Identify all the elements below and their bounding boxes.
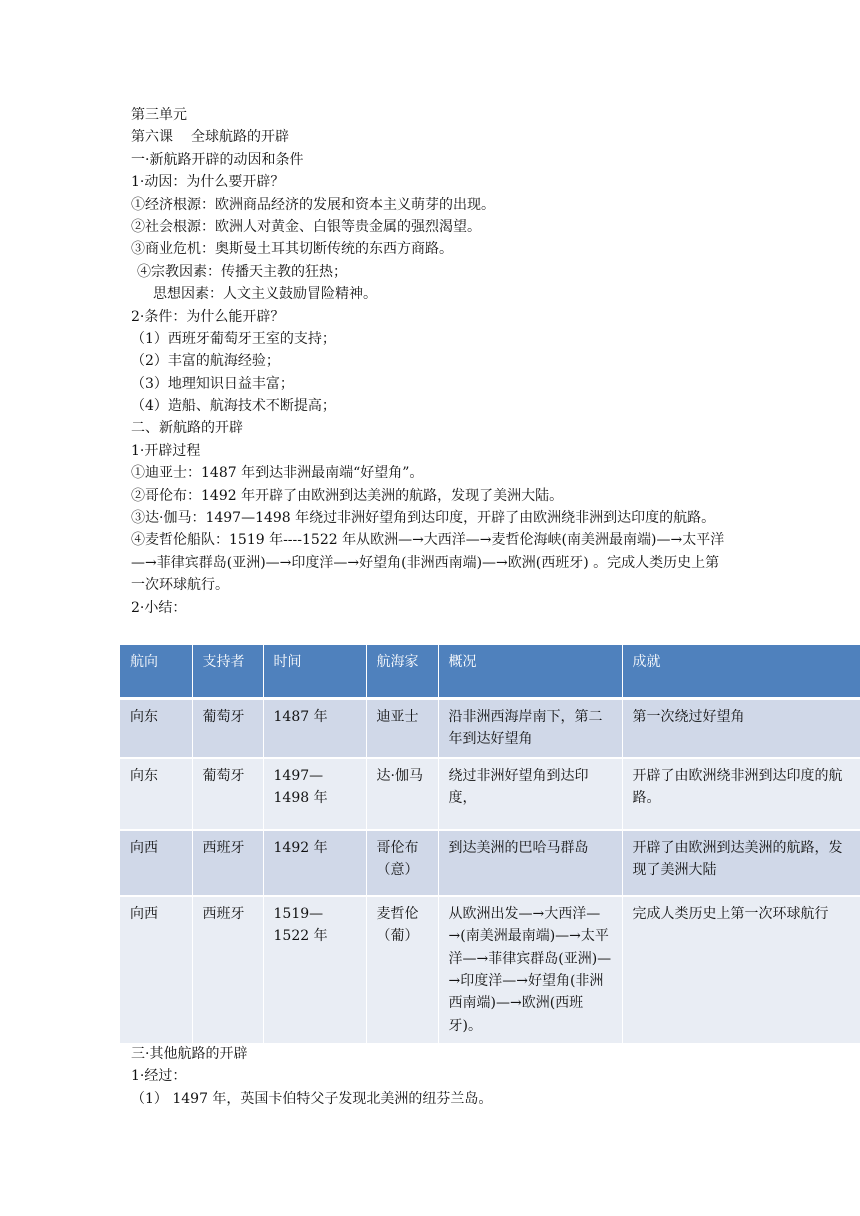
lesson-number: 第六课 — [131, 129, 173, 146]
table-cell: 麦哲伦（葡） — [366, 896, 438, 1044]
table-cell: 到达美洲的巴哈马群岛 — [438, 830, 622, 896]
list-item: （1） 1497 年，英国卡伯特父子发现北美洲的纽芬兰岛。 — [131, 1090, 493, 1107]
table-row — [120, 699, 860, 758]
list-item: （3）地理知识日益丰富； — [131, 375, 294, 392]
document-continuation — [131, 1043, 860, 1110]
table-cell: 向西 — [120, 830, 192, 896]
subheading: 1·开辟过程 — [131, 442, 201, 459]
subheading: 1·动因：为什么要开辟？ — [131, 174, 285, 191]
subheading: 2·小结： — [131, 599, 187, 616]
header-supporter: 支持者 — [192, 645, 263, 699]
table-cell: 1492 年 — [263, 830, 366, 896]
table-cell: 西班牙 — [192, 830, 263, 896]
unit-title: 第三单元 — [131, 107, 187, 123]
subheading: 1·经过： — [131, 1068, 187, 1085]
table-cell: 达·伽马 — [366, 758, 438, 830]
paragraph: ①迪亚士：1487 年到达非洲最南端“好望角”。 — [131, 465, 424, 482]
header-achievement: 成就 — [622, 645, 860, 699]
table-cell: 向西 — [120, 896, 192, 1044]
table-cell: 西班牙 — [192, 896, 263, 1044]
table-cell: 1519—1522 年 — [263, 896, 366, 1044]
table-cell: 1497—1498 年 — [263, 758, 366, 830]
table-cell: 完成人类历史上第一次环球航行 — [622, 896, 860, 1044]
table-cell: 向东 — [120, 699, 192, 758]
paragraph: ③达·伽马：1497—1498 年绕过非洲好望角到达印度，开辟了由欧洲绕非洲到达印度的航路。 — [131, 510, 716, 527]
table-header-row — [120, 645, 860, 699]
list-item: （1）西班牙葡萄牙王室的支持； — [131, 330, 336, 347]
list-item: （4）造船、航海技术不断提高； — [131, 398, 336, 415]
lesson-title — [131, 126, 860, 148]
table-cell: 第一次绕过好望角 — [622, 699, 860, 758]
table-cell: 开辟了由欧洲到达美洲的航路，发现了美洲大陆 — [622, 830, 860, 896]
table-cell: 开辟了由欧洲绕非洲到达印度的航路。 — [622, 758, 860, 830]
summary-table — [120, 645, 860, 1045]
table-cell: 1487 年 — [263, 699, 366, 758]
table-row — [120, 896, 860, 1044]
subheading: 2·条件：为什么能开辟？ — [131, 308, 285, 325]
table-cell: 从欧洲出发—→大西洋—→(南美洲最南端)—→太平洋—→菲律宾群岛(亚洲)—→印度洋—→好望角(非洲西南端)—→欧洲(西班牙)。 — [438, 896, 622, 1044]
lesson-name: 全球航路的开辟 — [191, 129, 289, 146]
list-item: （2）丰富的航海经验； — [131, 353, 280, 370]
header-navigator: 航海家 — [366, 645, 438, 699]
table-cell: 葡萄牙 — [192, 758, 263, 830]
paragraph: ②哥伦布：1492 年开辟了由欧洲到达美洲的航路，发现了美洲大陆。 — [131, 487, 564, 504]
paragraph: 思想因素：人文主义鼓励冒险精神。 — [153, 286, 377, 303]
header-time: 时间 — [263, 645, 366, 699]
table-cell: 葡萄牙 — [192, 699, 263, 758]
section-heading: 一·新航路开辟的动因和条件 — [131, 151, 304, 168]
table-row — [120, 830, 860, 896]
table-cell: 绕过非洲好望角到达印度， — [438, 758, 622, 830]
paragraph: ④宗教因素：传播天主教的狂热； — [137, 263, 347, 280]
section-heading: 三·其他航路的开辟 — [131, 1046, 248, 1062]
paragraph: ②社会根源：欧洲人对黄金、白银等贵金属的强烈渴望。 — [131, 218, 481, 235]
paragraph: ④麦哲伦船队：1519 年----1522 年从欧洲—→大西洋—→麦哲伦海峡(南美洲最南端)—→太平洋—→菲律宾群岛(亚洲)—→印度洋—→好望角(非洲西南端)—→欧洲(西班牙) 。完成人类历史上第一次环球航行。 — [131, 532, 725, 594]
table-cell: 迪亚士 — [366, 699, 438, 758]
table-row — [120, 758, 860, 830]
header-overview: 概况 — [438, 645, 622, 699]
paragraph: ①经济根源：欧洲商品经济的发展和资本主义萌芽的出现。 — [131, 196, 495, 213]
section-heading: 二、新航路的开辟 — [131, 420, 243, 437]
header-direction: 航向 — [120, 645, 192, 699]
document-body — [131, 104, 860, 619]
table-cell: 哥伦布（意） — [366, 830, 438, 896]
table-cell: 向东 — [120, 758, 192, 830]
table-cell: 沿非洲西海岸南下，第二年到达好望角 — [438, 699, 622, 758]
paragraph: ③商业危机：奥斯曼土耳其切断传统的东西方商路。 — [131, 241, 453, 258]
